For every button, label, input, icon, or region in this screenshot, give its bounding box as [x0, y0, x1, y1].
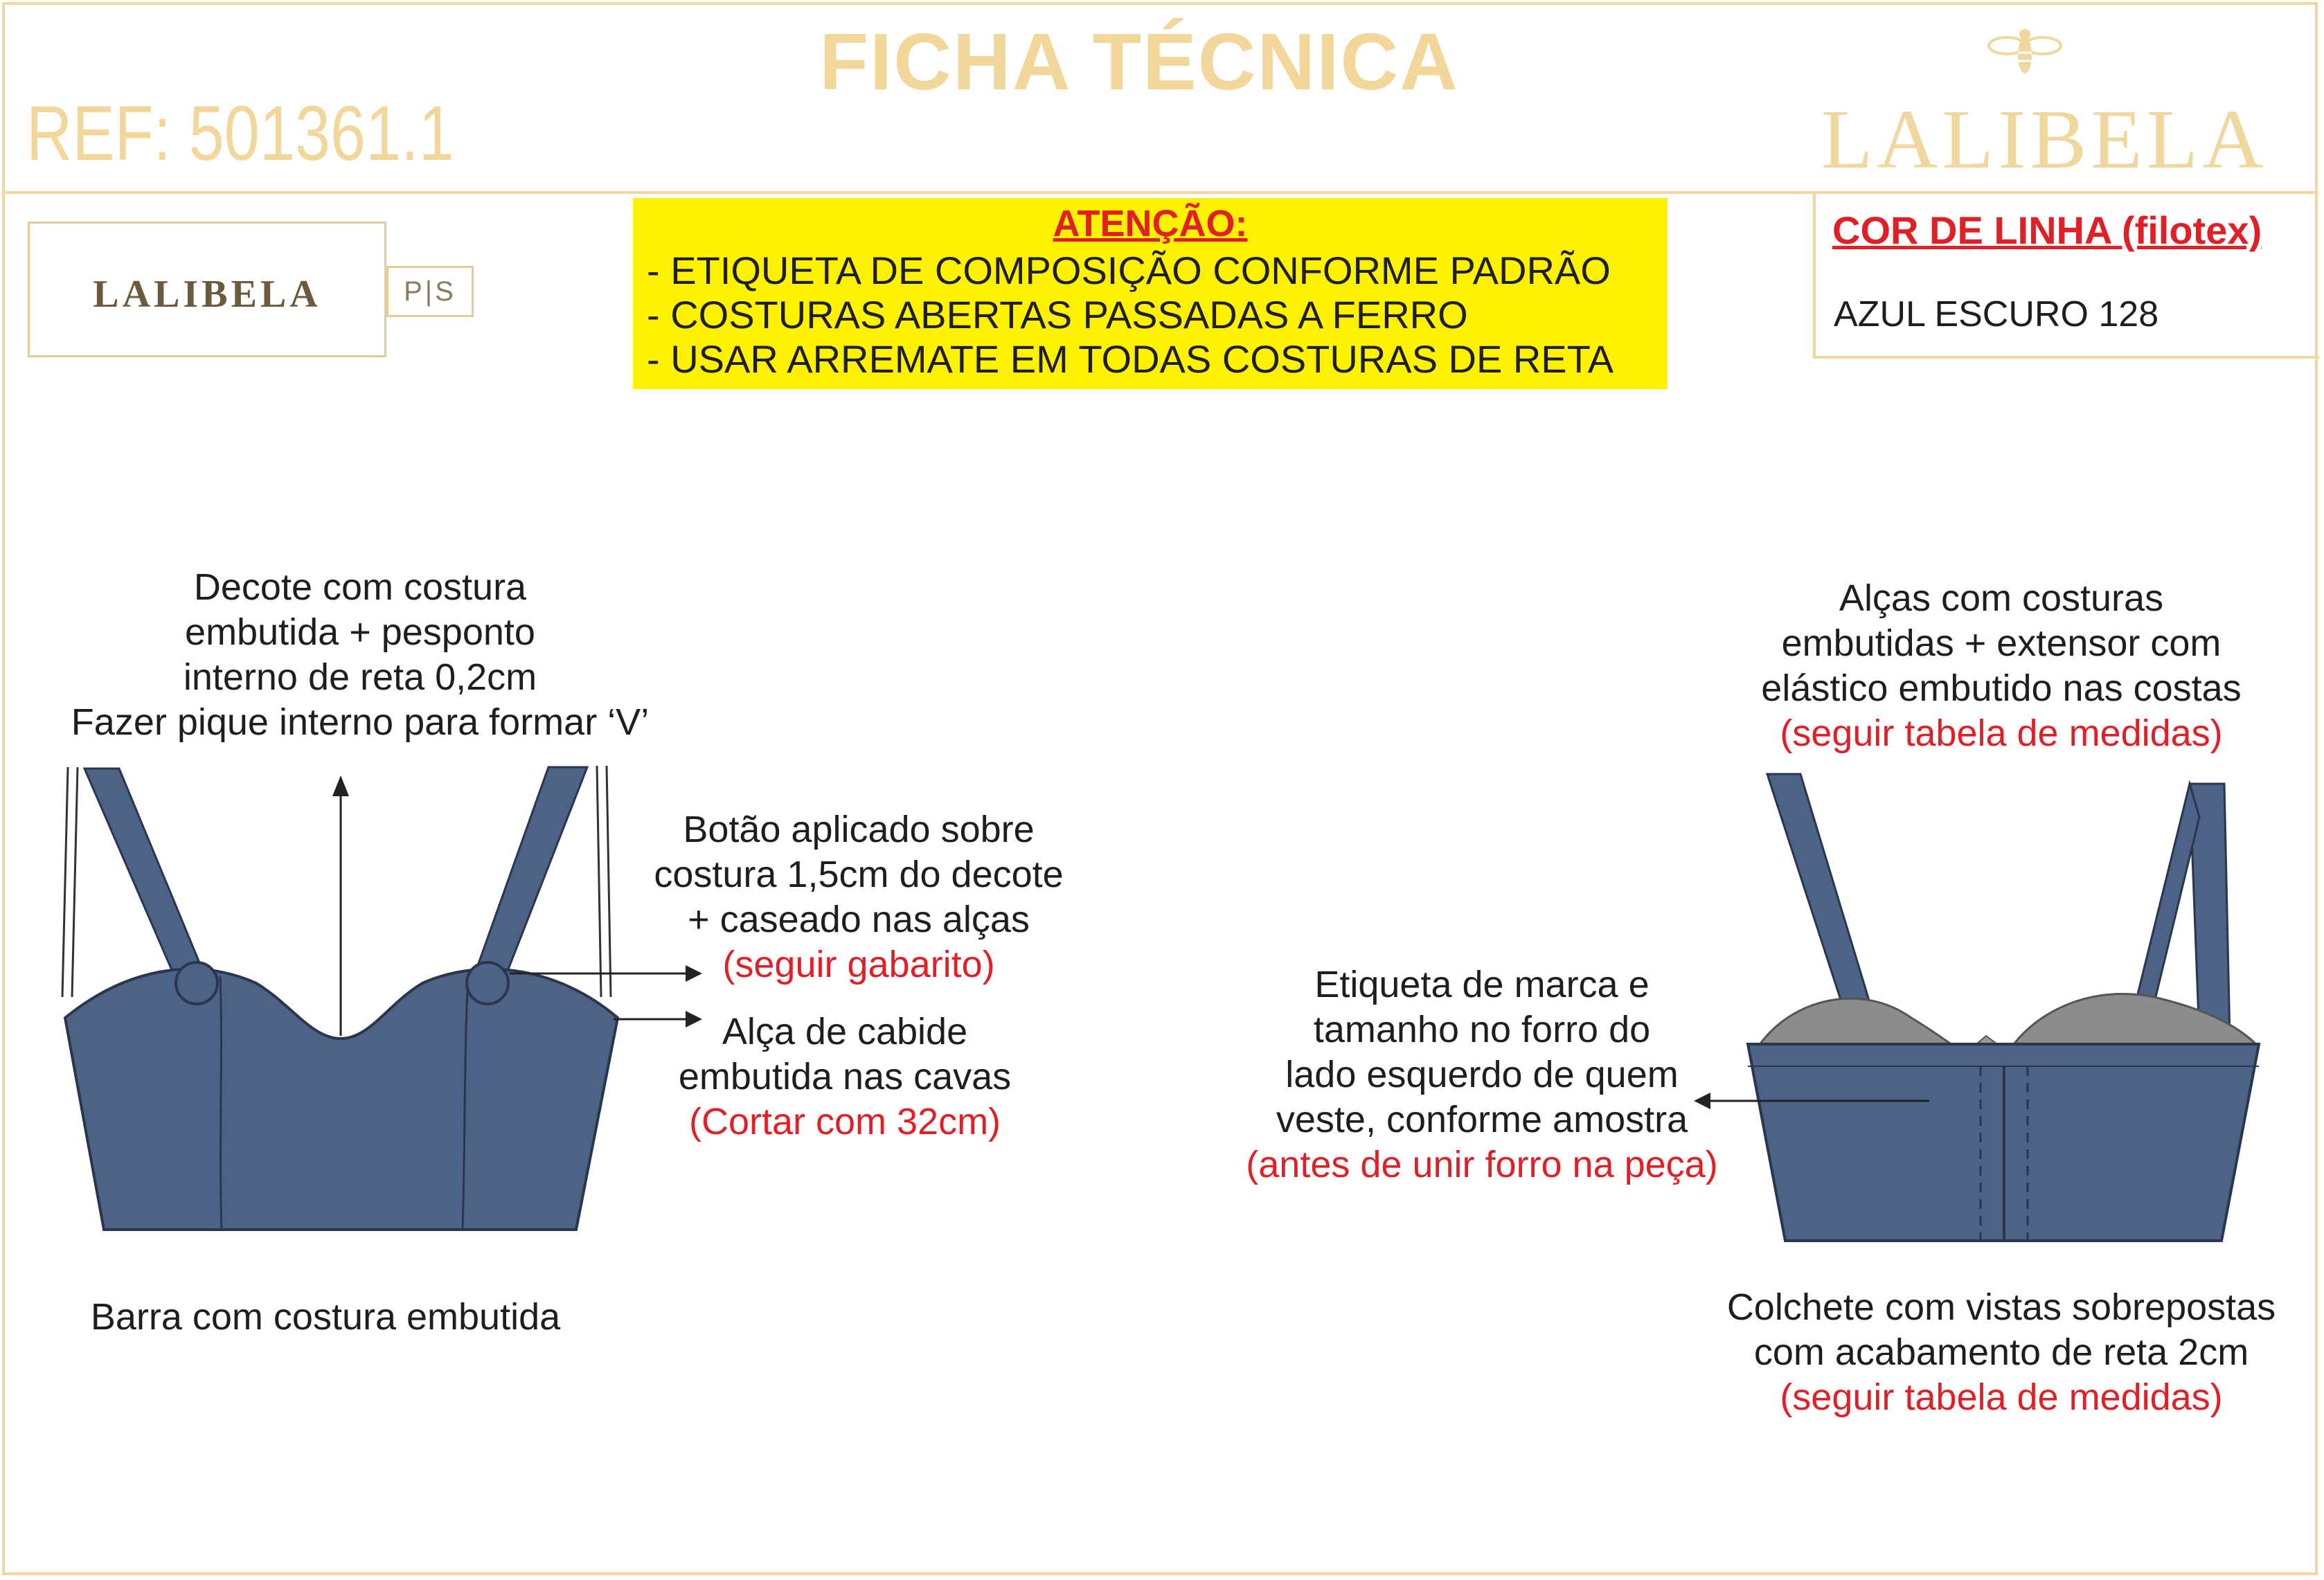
note-line: elástico embutido nas costas [1761, 667, 2242, 709]
note-line: embutida + pesponto [185, 611, 535, 653]
note-line: Etiqueta de marca e [1314, 964, 1650, 1005]
attention-title: ATENÇÃO: [1053, 203, 1248, 244]
attention-line: - COSTURAS ABERTAS PASSADAS A FERRO [647, 293, 1468, 336]
size-label: P|S [386, 266, 474, 317]
reference-code: REF: 501361.1 [26, 90, 454, 177]
button-note [623, 807, 1094, 987]
note-line: Alça de cabide [722, 1011, 968, 1052]
neckline-note [48, 565, 672, 745]
note-line-red: (antes de unir forro na peça) [1246, 1144, 1718, 1185]
straps-note [1683, 576, 2320, 756]
note-line-red: (seguir gabarito) [722, 944, 995, 985]
note-line: interno de reta 0,2cm [183, 656, 537, 698]
note-line-red: (Cortar com 32cm) [688, 1101, 1001, 1142]
note-line: veste, conforme amostra [1276, 1099, 1688, 1140]
hanger-note [651, 1009, 1039, 1144]
thread-color-title: COR DE LINHA (filotex) [1832, 208, 2262, 252]
note-line: embutida nas cavas [678, 1056, 1012, 1097]
front-view-drawing [62, 766, 702, 1230]
label-brand-text: LALIBELA [93, 273, 321, 316]
note-line: tamanho no forro do [1313, 1009, 1651, 1050]
thread-color-value: AZUL ESCURO 128 [1834, 294, 2159, 334]
attention-line: - ETIQUETA DE COMPOSIÇÃO CONFORME PADRÃO [647, 249, 1611, 292]
note-line-red: (seguir tabela de medidas) [1780, 1376, 2223, 1418]
note-line: Botão aplicado sobre [683, 809, 1035, 850]
note-line: Colchete com vistas sobrepostas [1726, 1286, 2276, 1328]
hook-note [1690, 1285, 2313, 1420]
note-line-red: (seguir tabela de medidas) [1780, 712, 2223, 754]
note-line: Fazer pique interno para formar ‘V’ [71, 701, 650, 743]
note-line: lado esquerdo de quem [1285, 1054, 1679, 1095]
back-view-drawing [1694, 774, 2259, 1241]
attention-line: - USAR ARREMATE EM TODAS COSTURAS DE RETA [647, 337, 1614, 381]
note-line: com acabamento de reta 2cm [1753, 1331, 2249, 1373]
note-line: Alças com costuras [1839, 577, 2164, 619]
page-title: FICHA TÉCNICA [819, 17, 1459, 107]
hem-note: Barra com costura embutida [90, 1296, 561, 1338]
note-line: embutidas + extensor com [1781, 622, 2222, 664]
note-line: Decote com costura [193, 566, 527, 608]
tag-note [1205, 962, 1759, 1187]
brand-logo: LALIBELA [1821, 93, 2268, 186]
note-line: + caseado nas alças [688, 899, 1030, 940]
note-line: costura 1,5cm do decote [654, 854, 1064, 895]
